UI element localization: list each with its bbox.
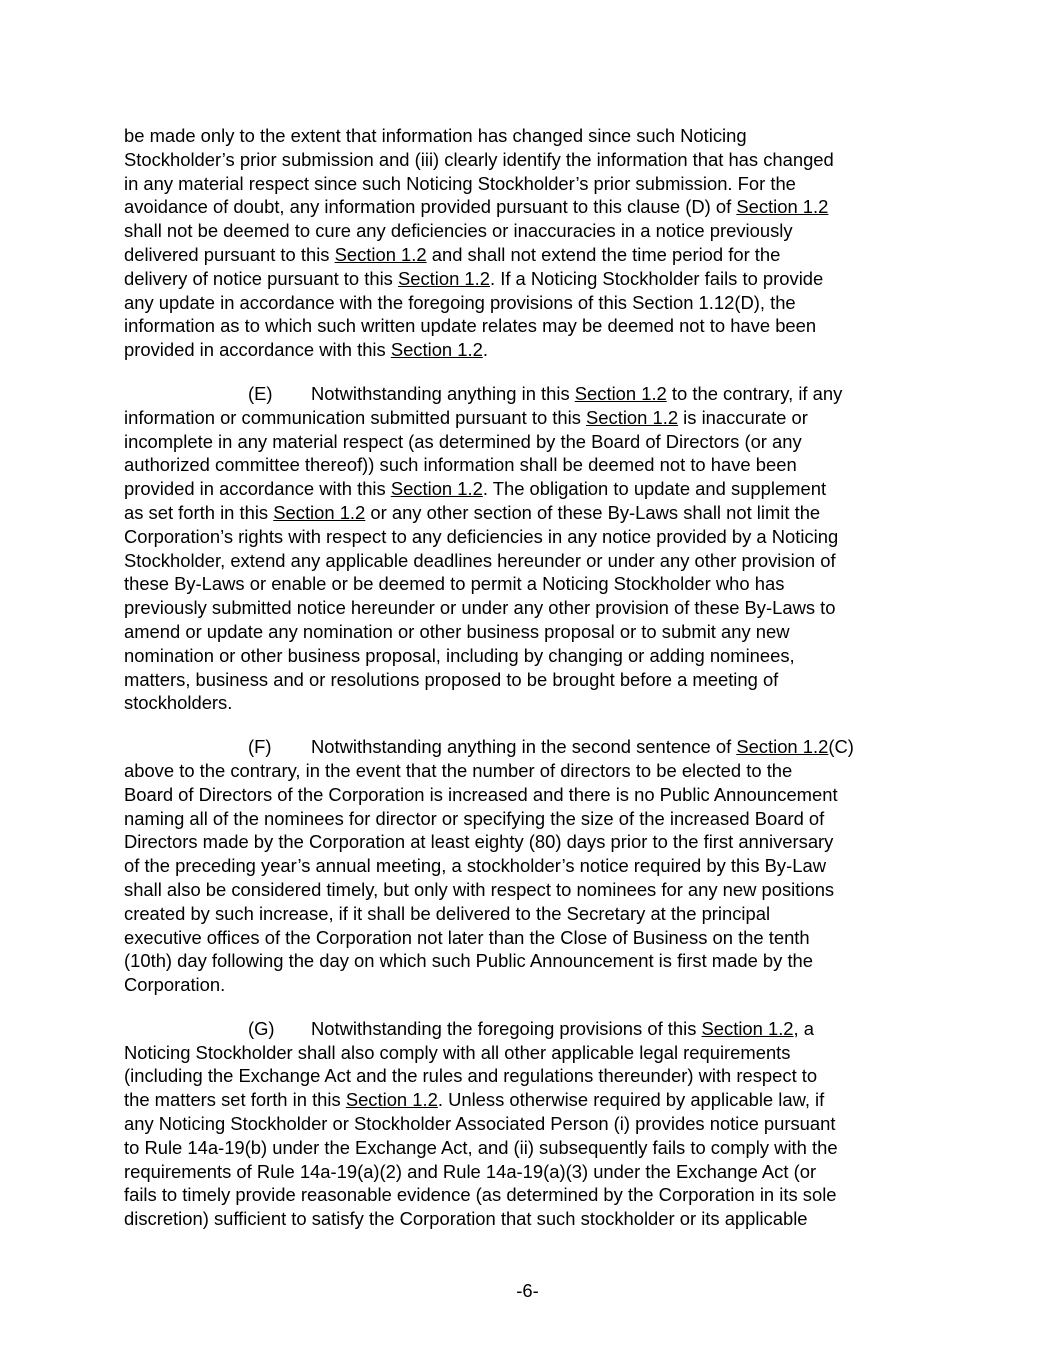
text-line: any update in accordance with the foregoing provisions of this Section 1.12(D), the: [124, 291, 796, 313]
text-line: amend or update any nomination or other business proposal or to submit any new: [124, 620, 790, 642]
text-line: information as to which such written update relates may be deemed not to have been: [124, 315, 817, 337]
text-line: authorized committee thereof)) such information shall be deemed not to have been: [124, 454, 797, 476]
text-line: matters, business and or resolutions proposed to be brought before a meeting of: [124, 668, 779, 690]
text-line: fails to timely provide reasonable evidence (as determined by the Corporation in its sole: [124, 1184, 837, 1206]
text-line: as set forth in this Section 1.2 or any other section of these By-Laws shall not limit the: [124, 501, 821, 523]
text-line: Corporation.: [124, 974, 226, 996]
text-line: Board of Directors of the Corporation is increased and there is no Public Announcement: [124, 783, 838, 805]
text-line: these By-Laws or enable or be deemed to permit a Noticing Stockholder who has: [124, 573, 785, 595]
text-line: previously submitted notice hereunder or under any other provision of these By-Laws to: [124, 597, 836, 619]
text-line: (F) Notwithstanding anything in the second sentence of Section 1.2(C): [248, 736, 854, 758]
paragraph-label: (F): [248, 736, 272, 758]
text-line: delivery of notice pursuant to this Section 1.2. If a Noticing Stockholder fails to provide: [124, 267, 824, 289]
section-reference: Section 1.2: [390, 339, 483, 361]
paragraph-d-continued: [124, 124, 936, 362]
section-reference: Section 1.2: [345, 1089, 438, 1111]
section-reference: Section 1.2: [390, 478, 483, 500]
text-line: Stockholder, extend any applicable deadlines hereunder or under any other provision of: [124, 549, 836, 571]
text-line: nomination or other business proposal, including by changing or adding nominees,: [124, 644, 795, 666]
text-line: to Rule 14a-19(b) under the Exchange Act, and (ii) subsequently fails to comply with the: [124, 1136, 838, 1158]
text-line: stockholders.: [124, 692, 233, 714]
text-line: Directors made by the Corporation at least eighty (80) days prior to the first anniversary: [124, 831, 834, 853]
section-reference: Section 1.2: [273, 501, 366, 523]
section-reference: Section 1.2: [736, 196, 829, 218]
text-line: in any material respect since such Noticing Stockholder’s prior submission. For the: [124, 172, 796, 194]
text-line: Corporation’s rights with respect to any deficiencies in any notice provided by a Noticing: [124, 525, 839, 547]
text-line: (including the Exchange Act and the rules and regulations thereunder) with respect to: [124, 1065, 818, 1087]
text-line: shall not be deemed to cure any deficiencies or inaccuracies in a notice previously: [124, 220, 793, 242]
text-line: provided in accordance with this Section 1.2. The obligation to update and supplement: [124, 478, 827, 500]
paragraph-f: [124, 735, 936, 997]
text-line: Noticing Stockholder shall also comply with all other applicable legal requirements: [124, 1041, 791, 1063]
paragraph-e: [124, 382, 936, 715]
text-line: (G) Notwithstanding the foregoing provisions of this Section 1.2, a: [248, 1017, 814, 1039]
text-line: incomplete in any material respect (as determined by the Board of Directors (or any: [124, 430, 802, 452]
section-reference: Section 1.2: [736, 736, 829, 758]
text-line: (10th) day following the day on which such Public Announcement is first made by the: [124, 950, 814, 972]
page-number: -6-: [516, 1280, 539, 1301]
section-reference: Section 1.2: [574, 382, 667, 404]
text-line: above to the contrary, in the event that the number of directors to be elected to the: [124, 759, 793, 781]
text-line: shall also be considered timely, but only with respect to nominees for any new positions: [124, 878, 835, 900]
text-line: executive offices of the Corporation not later than the Close of Business on the tenth: [124, 926, 810, 948]
paragraph-label: (G): [248, 1017, 275, 1039]
text-line: naming all of the nominees for director or specifying the size of the increased Board of: [124, 807, 825, 829]
document-page: [124, 124, 936, 1251]
text-line: Stockholder’s prior submission and (iii) clearly identify the information that has changed: [124, 148, 834, 170]
section-reference: Section 1.2: [701, 1017, 794, 1039]
text-line: requirements of Rule 14a-19(a)(2) and Rule 14a-19(a)(3) under the Exchange Act (or: [124, 1160, 817, 1182]
text-line: any Noticing Stockholder or Stockholder Associated Person (i) provides notice pursuant: [124, 1113, 836, 1135]
text-line: created by such increase, if it shall be delivered to the Secretary at the principal: [124, 902, 771, 924]
text-line: delivered pursuant to this Section 1.2 and shall not extend the time period for the: [124, 243, 781, 265]
text-line: discretion) sufficient to satisfy the Corporation that such stockholder or its applicable: [124, 1208, 808, 1230]
text-line: (E) Notwithstanding anything in this Section 1.2 to the contrary, if any: [248, 382, 843, 404]
body-text: [124, 124, 936, 1231]
paragraph-label: (E): [248, 382, 273, 404]
text-line: the matters set forth in this Section 1.2. Unless otherwise required by applicable law, if: [124, 1089, 825, 1111]
section-reference: Section 1.2: [334, 243, 427, 265]
text-line: of the preceding year’s annual meeting, a stockholder’s notice required by this By-Law: [124, 855, 826, 877]
text-line: avoidance of doubt, any information provided pursuant to this clause (D) of Section 1.2: [124, 196, 829, 218]
text-line: be made only to the extent that information has changed since such Noticing: [124, 125, 747, 146]
text-line: provided in accordance with this Section 1.2.: [124, 339, 488, 361]
section-reference: Section 1.2: [586, 406, 679, 428]
section-reference: Section 1.2: [397, 267, 490, 289]
paragraph-g: [124, 1017, 936, 1231]
text-line: information or communication submitted pursuant to this Section 1.2 is inaccurate or: [124, 406, 808, 428]
